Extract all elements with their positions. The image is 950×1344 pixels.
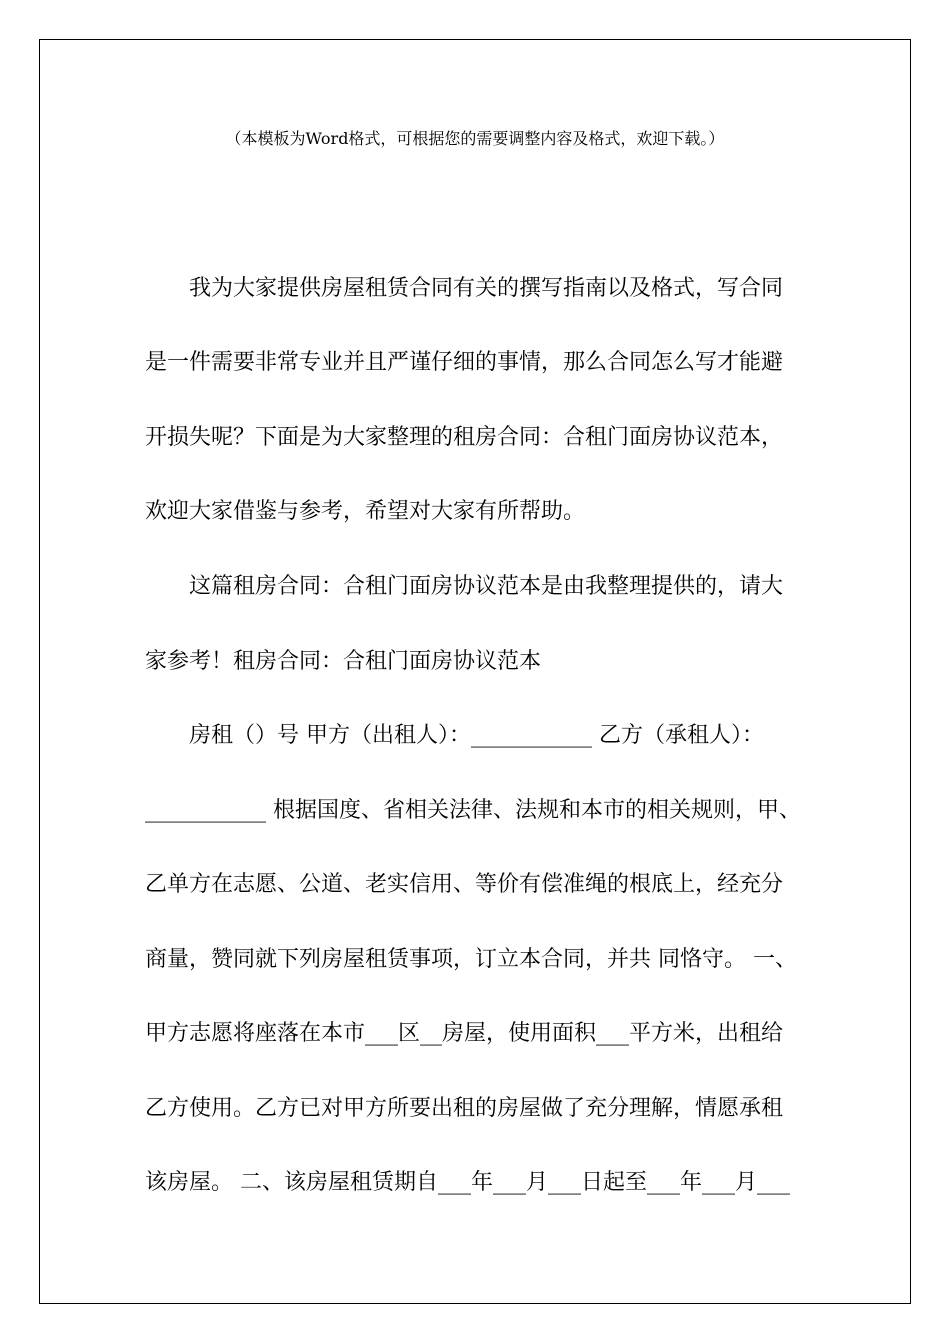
body-line-6: 家参考！租房合同：合租门面房协议范本	[145, 649, 542, 674]
body-line-5: 这篇租房合同：合租门面房协议范本是由我整理提供的，请大	[189, 574, 784, 599]
body-line-10: 商量，赞同就下列房屋租赁事项，订立本合同，并共 同恪守。 一、	[145, 947, 797, 972]
body-line-11: 甲方志愿将座落在本市___区__房屋，使用面积___平方米，出租给	[145, 1021, 784, 1046]
body-line-13: 该房屋。 二、该房屋租赁期自___年___月___日起至___年___月___	[145, 1170, 790, 1195]
body-line-9: 乙单方在志愿、公道、老实信用、等价有偿准绳的根底上，经充分	[145, 872, 784, 897]
body-line-12: 乙方使用。乙方已对甲方所要出租的房屋做了充分理解，情愿承租	[145, 1096, 784, 1121]
body-line-4: 欢迎大家借鉴与参考，希望对大家有所帮助。	[145, 499, 586, 524]
body-line-8: ___________ 根据国度、省相关法律、法规和本市的相关规则，甲、	[145, 798, 801, 823]
body-line-2: 是一件需要非常专业并且严谨仔细的事情，那么合同怎么写才能避	[145, 350, 784, 375]
body-line-3: 开损失呢？下面是为大家整理的租房合同：合租门面房协议范本，	[145, 425, 784, 450]
body-line-7: 房租（）号 甲方（出租人）：___________ 乙方（承租人）：	[189, 723, 764, 748]
template-note: （本模板为Word格式，可根据您的需要调整内容及格式，欢迎下载。）	[225, 129, 725, 148]
body-line-1: 我为大家提供房屋租赁合同有关的撰写指南以及格式，写合同	[189, 276, 784, 301]
